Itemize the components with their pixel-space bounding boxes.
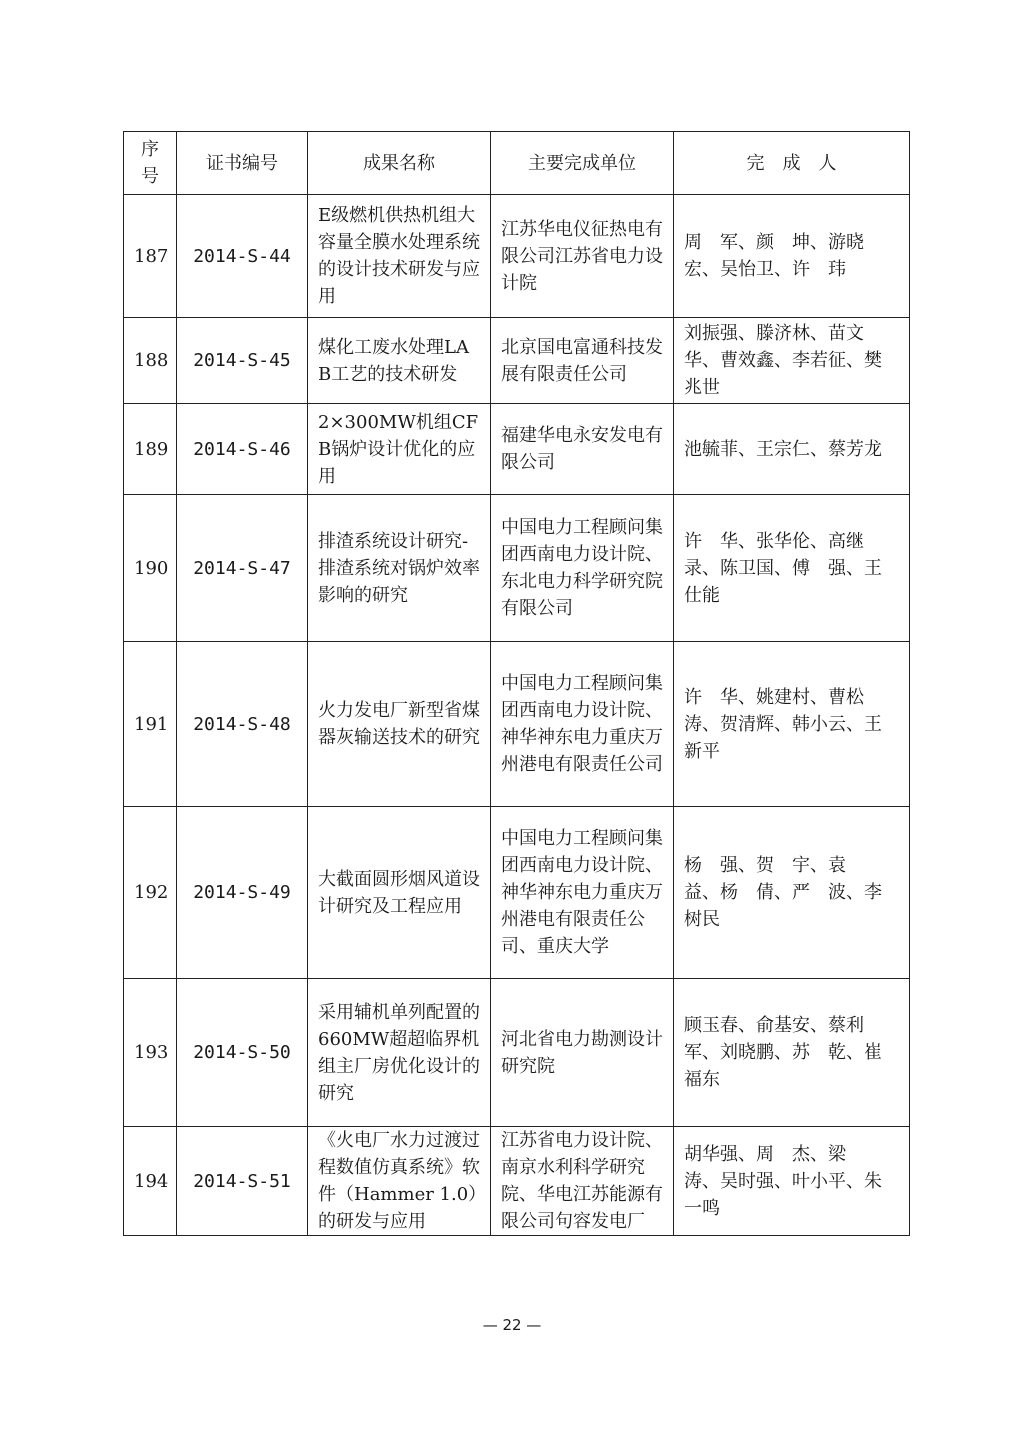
- row-people: 许 华、姚建村、曹松涛、贺清辉、韩小云、王新平: [674, 642, 910, 807]
- row-unit: 江苏省电力设计院、南京水利科学研究院、华电江苏能源有限公司句容发电厂: [491, 1127, 674, 1236]
- row-unit: 江苏华电仪征热电有限公司江苏省电力设计院: [491, 195, 674, 318]
- row-unit: 北京国电富通科技发展有限责任公司: [491, 318, 674, 404]
- row-people: 刘振强、滕济林、苗文华、曹效鑫、李若征、樊兆世: [674, 318, 910, 404]
- row-name: 排渣系统设计研究-排渣系统对锅炉效率影响的研究: [308, 495, 491, 642]
- row-index: 187: [124, 195, 177, 318]
- table-row: [124, 404, 910, 495]
- table-row: [124, 195, 910, 318]
- table-row: [124, 318, 910, 404]
- row-people: 杨 强、贺 宇、袁 益、杨 倩、严 波、李树民: [674, 807, 910, 979]
- table-header-row: [124, 132, 910, 195]
- header-people: 完 成 人: [674, 132, 910, 195]
- row-cert-no: 2014-S-48: [177, 642, 308, 807]
- row-index: 189: [124, 404, 177, 495]
- row-name: 2×300MW机组CFB锅炉设计优化的应用: [308, 404, 491, 495]
- row-unit: 福建华电永安发电有限公司: [491, 404, 674, 495]
- row-index: 194: [124, 1127, 177, 1236]
- row-index: 191: [124, 642, 177, 807]
- row-name: 火力发电厂新型省煤器灰输送技术的研究: [308, 642, 491, 807]
- header-name: 成果名称: [308, 132, 491, 195]
- table-row: [124, 807, 910, 979]
- header-unit: 主要完成单位: [491, 132, 674, 195]
- row-cert-no: 2014-S-46: [177, 404, 308, 495]
- row-index: 193: [124, 979, 177, 1127]
- row-unit: 中国电力工程顾问集团西南电力设计院、神华神东电力重庆万州港电有限责任公司、重庆大学: [491, 807, 674, 979]
- table-row: [124, 642, 910, 807]
- row-name: 《火电厂水力过渡过程数值仿真系统》软件（Hammer 1.0）的研发与应用: [308, 1127, 491, 1236]
- row-people: 顾玉春、俞基安、蔡利军、刘晓鹏、苏 乾、崔福东: [674, 979, 910, 1127]
- row-cert-no: 2014-S-49: [177, 807, 308, 979]
- row-unit: 中国电力工程顾问集团西南电力设计院、神华神东电力重庆万州港电有限责任公司: [491, 642, 674, 807]
- row-unit: 中国电力工程顾问集团西南电力设计院、东北电力科学研究院有限公司: [491, 495, 674, 642]
- row-unit: 河北省电力勘测设计研究院: [491, 979, 674, 1127]
- row-name: 采用辅机单列配置的660MW超超临界机组主厂房优化设计的研究: [308, 979, 491, 1127]
- row-index: 192: [124, 807, 177, 979]
- table-row: [124, 1127, 910, 1236]
- row-cert-no: 2014-S-47: [177, 495, 308, 642]
- row-name: E级燃机供热机组大容量全膜水处理系统的设计技术研发与应用: [308, 195, 491, 318]
- row-cert-no: 2014-S-50: [177, 979, 308, 1127]
- row-people: 池毓菲、王宗仁、蔡芳龙: [674, 404, 910, 495]
- row-name: 大截面圆形烟风道设计研究及工程应用: [308, 807, 491, 979]
- row-people: 许 华、张华伦、高继录、陈卫国、傅 强、王仕能: [674, 495, 910, 642]
- table-row: [124, 495, 910, 642]
- table-row: [124, 979, 910, 1127]
- page-number: — 22 —: [482, 1316, 542, 1334]
- row-cert-no: 2014-S-45: [177, 318, 308, 404]
- header-index: 序号: [124, 132, 177, 195]
- row-name: 煤化工废水处理LAB工艺的技术研发: [308, 318, 491, 404]
- row-people: 周 军、颜 坤、游晓宏、吴怡卫、许 玮: [674, 195, 910, 318]
- row-index: 188: [124, 318, 177, 404]
- row-people: 胡华强、周 杰、梁 涛、吴时强、叶小平、朱一鸣: [674, 1127, 910, 1236]
- row-index: 190: [124, 495, 177, 642]
- row-cert-no: 2014-S-51: [177, 1127, 308, 1236]
- header-cert-no: 证书编号: [177, 132, 308, 195]
- awards-table: [123, 131, 910, 1236]
- row-cert-no: 2014-S-44: [177, 195, 308, 318]
